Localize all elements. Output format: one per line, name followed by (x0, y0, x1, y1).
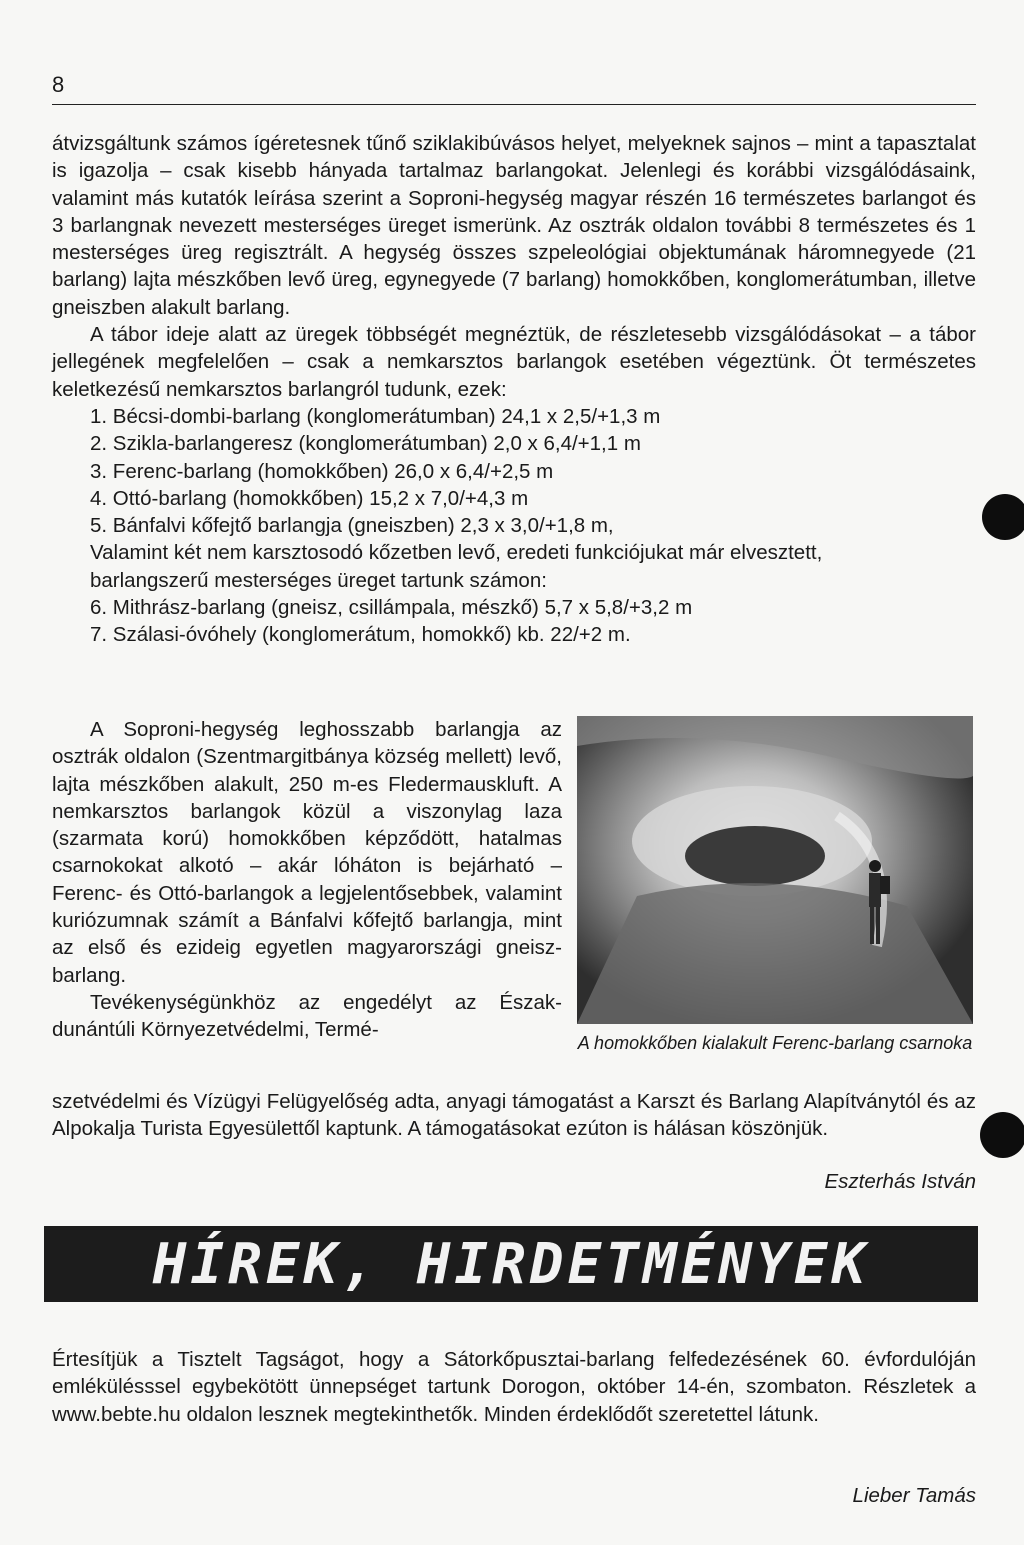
header-rule (52, 104, 976, 105)
list-item: 4. Ottó-barlang (homokkőben) 15,2 x 7,0/+4,3 m (90, 486, 529, 510)
paragraph-2: A tábor ideje alatt az üregek többségét megnéztük, de részletesebb vizsgálódásokat – a tábor jellegének megfelelően – csak a nemkarsztos barlangok esetében végeztünk. Öt természetes keletkezésű nemkarsztos barlangról tudunk, ezek: (52, 323, 976, 401)
list-item: 1. Bécsi-dombi-barlang (konglomerátumban) 24,1 x 2,5/+1,3 m (90, 404, 661, 428)
news-banner (44, 1226, 978, 1302)
punch-hole (980, 1112, 1024, 1158)
natural-caves-list (52, 403, 976, 539)
list-item: 2. Szikla-barlangeresz (konglomerátumban) 2,0 x 6,4/+1,1 m (90, 432, 641, 456)
punch-hole (982, 494, 1024, 540)
paragraph-3 (52, 539, 976, 594)
list-item: 3. Ferenc-barlang (homokkőben) 26,0 x 6,4/+2,5 m (90, 459, 554, 483)
cave-photo (577, 716, 973, 1024)
paragraph-5-start: Tevékenységünkhöz az engedélyt az Észak-dunántúli Környezetvédelmi, Termé- (52, 990, 562, 1042)
news-banner-title: HÍREK, HIRDETMÉNYEK (152, 1231, 870, 1297)
list-item: 7. Szálasi-óvóhely (konglomerátum, homokkő) kb. 22/+2 m. (90, 623, 631, 647)
article-author: Eszterhás István (824, 1170, 976, 1193)
paragraph-5-rest (52, 1088, 976, 1143)
news-text: Értesítjük a Tisztelt Tagságot, hogy a Sátorkőpusztai-barlang felfedezésének 60. évfordulóján emlékülésssel egybekötött ünnepséget tartunk Dorogon, október 14-én, szombaton. Részletek a www.bebte.hu oldalon lesznek megtekinthetők. Minden érdeklődőt szeretettel látunk. (52, 1348, 976, 1426)
column-text (52, 716, 562, 1044)
artificial-caves-list (52, 594, 976, 649)
cave-photo-graphic (577, 716, 973, 1024)
photo-caption: A homokkőben kialakult Ferenc-barlang csarnoka (577, 1033, 973, 1053)
paragraph-5-rest-text: szetvédelmi és Vízügyi Felügyelőség adta, anyagi támogatást a Karszt és Barlang Alapítványtól és az Alpokalja Turista Egyesülettől kaptunk. A támogatásokat ezúton is hálásan köszönjük. (52, 1090, 976, 1141)
paragraph-1: átvizsgáltunk számos ígéretesnek tűnő sziklakibúvásos helyet, melyeknek sajnos – mint a tapasztalat is igazolja – csak kisebb hányada tartalmaz barlangokat. Jelenlegi és korábbi vizsgálódásaink, valamint más kutatók leírása szerint a Soproni-hegység magyar részén 16 természetes barlangot és 3 barlangnak nevezett mesterséges üreget ismerünk. Az osztrák oldalon további 8 természetes és 1 mesterséges üreg regisztrált. A hegység összes szpeleológiai objektumának háromnegyede (21 barlang) lajta mészkőben levő üreg, egynegyede (7 barlang) homokkőben, konglomerátumban, illetve gneiszben alakult barlang. (52, 132, 976, 319)
page-number: 8 (52, 72, 65, 97)
list-item: 6. Mithrász-barlang (gneisz, csillámpala, mészkő) 5,7 x 5,8/+3,2 m (90, 596, 693, 620)
article-body (52, 130, 976, 649)
paragraph-3-line-2: barlangszerű mesterséges üreget tartunk számon: (90, 568, 547, 592)
paragraph-4: A Soproni-hegység leghosszabb barlangja az osztrák oldalon (Szentmargitbánya község mellett) levő, lajta mészkőben alakult, 250 m-es Fledermauskluft. A nemkarsztos barlangok közül a viszonylag laza (szarmata korú) homokkőben képződött, hatalmas csarnokokat alkotó – akár lóháton is bejárható – Ferenc- és Ottó-barlangok a legjelentősebbek, valamint kuriózumnak számít a Bánfalvi kőfejtő barlangja, mint az első és ezideig egyetlen magyarországi gneisz-barlang. (52, 718, 562, 987)
news-author: Lieber Tamás (852, 1484, 976, 1507)
list-item: 5. Bánfalvi kőfejtő barlangja (gneiszben) 2,3 x 3,0/+1,8 m, (90, 514, 614, 538)
photo-section (52, 716, 976, 1053)
paragraph-3-line-1: Valamint két nem karsztosodó kőzetben levő, eredeti funkciójukat már elvesztett, (90, 541, 823, 565)
